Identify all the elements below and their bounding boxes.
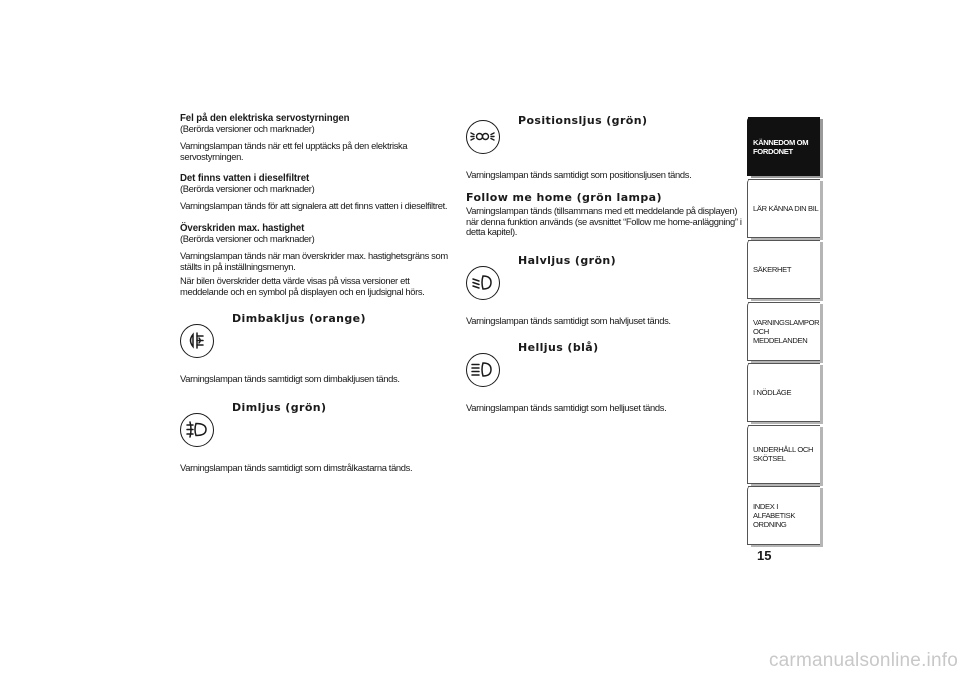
section-text: Varningslampan tänds samtidigt som dimstrålkastarna tänds. (180, 461, 413, 473)
tab-label: UNDERHÅLL OCH SKÖTSEL (753, 445, 814, 463)
section-text: Varningslampan tänds samtidigt som helljuset tänds. (466, 401, 667, 413)
left-column (180, 112, 452, 474)
tab-label: INDEX I ALFABETISK ORDNING (753, 502, 796, 529)
tab-varningslampor[interactable] (748, 302, 820, 361)
lamp-rear-fog (180, 312, 452, 362)
section-text: När bilen överskrider detta värde visas på vissa versioner ett meddelande och en symbol på displayen och en ljudsignal hörs. (180, 275, 425, 298)
tab-label: LÄR KÄNNA DIN BIL (753, 203, 819, 213)
high-beam-icon (466, 353, 500, 387)
section-text: Varningslampan tänds (tillsammans med ett meddelande på displayen) när denna funktion används (se avsnittet “Follow me home-anläggning” i detta kapitel). (466, 204, 742, 238)
section-subtitle: (Berörda versioner och marknader) (180, 183, 315, 195)
section-servo (180, 112, 452, 162)
lamp-high-beam (466, 341, 742, 391)
lamp-title: Halvljus (grön) (518, 254, 617, 268)
page-number: 15 (757, 548, 772, 563)
lamp-title: Positionsljus (grön) (518, 114, 648, 127)
tab-sakerhet[interactable] (748, 240, 820, 299)
section-title: Överskriden max. hastighet (180, 221, 305, 234)
lamp-title: Dimljus (grön) (232, 400, 327, 414)
section-subtitle: (Berörda versioner och marknader) (180, 232, 315, 244)
low-beam-icon (466, 266, 500, 300)
tab-index[interactable] (748, 486, 820, 545)
lamp-position (466, 112, 742, 164)
section-title: Fel på den elektriska servostyrningen (180, 112, 350, 124)
section-text: Varningslampan tänds när ett fel upptäcks på den elektriska servostyrningen. (180, 139, 408, 162)
lamp-title: Helljus (blå) (518, 340, 599, 354)
section-diesel (180, 172, 452, 212)
watermark: carmanualsonline.info (768, 650, 958, 671)
right-column (466, 112, 742, 414)
tab-lar-kanna-din-bil[interactable] (748, 179, 820, 238)
chapter-tabs (748, 117, 820, 548)
tab-label: VARNINGSLAMPOR OCH MEDDELANDEN (753, 317, 820, 345)
tab-label: I NÖDLÄGE (753, 388, 792, 397)
tab-kannedom-om-fordonet[interactable] (748, 117, 820, 176)
section-subtitle: (Berörda versioner och marknader) (180, 123, 315, 134)
tab-i-nodlage[interactable] (748, 363, 820, 422)
lamp-title: Dimbakljus (orange) (232, 311, 366, 325)
section-text: Varningslampan tänds samtidigt som positionsljusen tänds. (466, 169, 692, 180)
section-title: Det finns vatten i dieselfiltret (180, 172, 310, 185)
rear-fog-light-icon (180, 324, 214, 358)
section-follow-me (466, 191, 742, 238)
tab-underhall-och-skotsel[interactable] (748, 425, 820, 484)
section-speed (180, 222, 452, 298)
section-text: Varningslampan tänds för att signalera att det finns vatten i dieselfiltret. (180, 200, 448, 212)
section-text: Varningslampan tänds när man överskrider max. hastighetsgräns som ställts in på inställningsmenyn. (180, 249, 448, 272)
tab-label: KÄNNEDOM OM FORDONET (753, 137, 809, 156)
position-light-icon (466, 120, 500, 154)
lamp-low-beam (466, 254, 742, 304)
section-title: Follow me home (grön lampa) (466, 190, 662, 204)
section-text: Varningslampan tänds samtidigt som dimbakljusen tänds. (180, 372, 400, 384)
front-fog-light-icon (180, 413, 214, 447)
lamp-front-fog (180, 401, 452, 451)
section-text: Varningslampan tänds samtidigt som halvljuset tänds. (466, 315, 671, 327)
tab-label: SÄKERHET (753, 265, 792, 274)
